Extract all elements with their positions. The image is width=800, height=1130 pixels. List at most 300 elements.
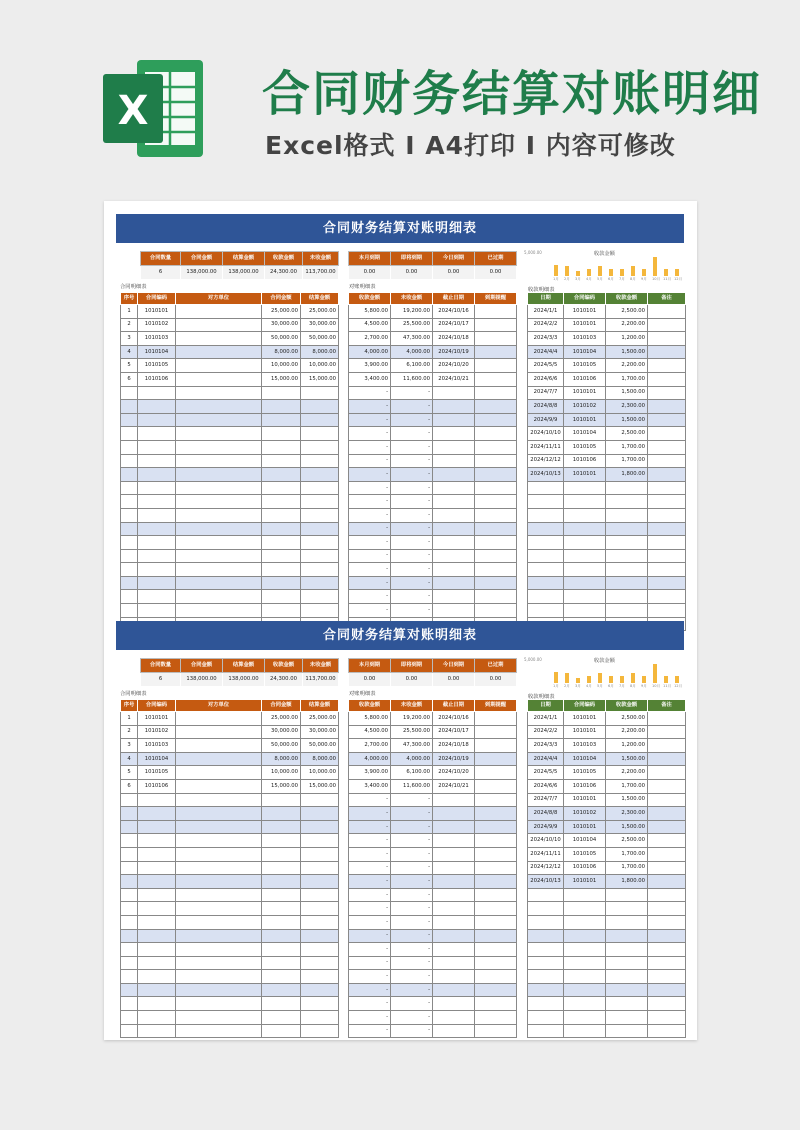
table-cell[interactable] [648, 359, 686, 373]
table-cell[interactable]: 2024/1/1 [528, 305, 564, 319]
table-cell[interactable] [262, 902, 301, 916]
table-cell[interactable] [648, 779, 686, 793]
table-cell[interactable] [138, 440, 176, 454]
table-cell[interactable] [475, 875, 517, 889]
table-cell[interactable]: 2,700.00 [349, 739, 391, 753]
table-cell[interactable] [528, 495, 564, 509]
table-cell[interactable]: 10,000.00 [301, 359, 339, 373]
table-cell[interactable]: 2024/7/7 [528, 386, 564, 400]
table-cell[interactable]: - [349, 536, 391, 550]
table-cell[interactable] [475, 915, 517, 929]
table-cell[interactable] [176, 372, 262, 386]
table-cell[interactable] [262, 861, 301, 875]
table-cell[interactable] [564, 522, 606, 536]
table-cell[interactable]: 3 [121, 739, 138, 753]
table-cell[interactable] [262, 563, 301, 577]
table-cell[interactable] [648, 983, 686, 997]
table-cell[interactable] [475, 400, 517, 414]
table-cell[interactable] [433, 604, 475, 618]
table-cell[interactable] [648, 739, 686, 753]
table-cell[interactable] [301, 522, 339, 536]
table-cell[interactable] [176, 793, 262, 807]
table-cell[interactable] [121, 522, 138, 536]
table-cell[interactable] [475, 861, 517, 875]
table-cell[interactable] [138, 956, 176, 970]
table-cell[interactable] [648, 752, 686, 766]
table-cell[interactable] [648, 604, 686, 618]
table-cell[interactable]: - [349, 454, 391, 468]
table-cell[interactable] [176, 820, 262, 834]
table-cell[interactable] [475, 468, 517, 482]
table-cell[interactable] [138, 508, 176, 522]
table-cell[interactable]: 2024/9/9 [528, 413, 564, 427]
table-cell[interactable] [648, 413, 686, 427]
table-cell[interactable] [475, 779, 517, 793]
table-cell[interactable]: 2024/7/7 [528, 793, 564, 807]
table-cell[interactable]: - [349, 820, 391, 834]
table-cell[interactable]: 1,500.00 [606, 345, 648, 359]
table-cell[interactable] [564, 943, 606, 957]
table-cell[interactable] [138, 943, 176, 957]
table-cell[interactable]: 1,700.00 [606, 372, 648, 386]
table-cell[interactable] [564, 997, 606, 1011]
table-cell[interactable]: 2024/3/3 [528, 332, 564, 346]
table-cell[interactable]: 1010103 [564, 739, 606, 753]
table-cell[interactable]: 5,800.00 [349, 305, 391, 319]
table-cell[interactable]: 25,000.00 [262, 305, 301, 319]
table-cell[interactable]: 1010104 [138, 345, 176, 359]
table-cell[interactable] [475, 929, 517, 943]
table-cell[interactable]: 25,500.00 [391, 318, 433, 332]
table-cell[interactable] [121, 847, 138, 861]
table-cell[interactable] [475, 766, 517, 780]
table-cell[interactable] [121, 590, 138, 604]
table-cell[interactable] [176, 318, 262, 332]
table-cell[interactable]: - [349, 847, 391, 861]
table-cell[interactable]: 1,700.00 [606, 847, 648, 861]
table-cell[interactable] [528, 943, 564, 957]
table-cell[interactable] [433, 1011, 475, 1025]
table-cell[interactable] [301, 915, 339, 929]
table-cell[interactable] [176, 956, 262, 970]
table-cell[interactable]: 3,400.00 [349, 372, 391, 386]
table-cell[interactable] [301, 400, 339, 414]
table-cell[interactable]: 2,200.00 [606, 359, 648, 373]
table-cell[interactable] [648, 725, 686, 739]
table-cell[interactable] [528, 508, 564, 522]
table-cell[interactable] [433, 861, 475, 875]
table-cell[interactable] [528, 522, 564, 536]
table-cell[interactable]: 2 [121, 318, 138, 332]
table-cell[interactable] [138, 820, 176, 834]
table-cell[interactable] [176, 752, 262, 766]
table-cell[interactable] [648, 943, 686, 957]
table-cell[interactable]: 30,000.00 [262, 318, 301, 332]
table-cell[interactable]: - [391, 915, 433, 929]
table-cell[interactable]: - [391, 861, 433, 875]
table-cell[interactable]: 2024/10/13 [528, 875, 564, 889]
table-cell[interactable] [262, 549, 301, 563]
table-cell[interactable] [475, 752, 517, 766]
table-cell[interactable]: 1010106 [564, 454, 606, 468]
table-cell[interactable] [648, 766, 686, 780]
table-cell[interactable] [475, 888, 517, 902]
table-cell[interactable]: 1,200.00 [606, 332, 648, 346]
table-cell[interactable] [475, 1024, 517, 1038]
table-cell[interactable] [121, 943, 138, 957]
table-cell[interactable] [176, 481, 262, 495]
table-cell[interactable] [301, 888, 339, 902]
table-cell[interactable] [176, 861, 262, 875]
table-cell[interactable] [301, 481, 339, 495]
table-cell[interactable] [528, 915, 564, 929]
table-cell[interactable] [176, 779, 262, 793]
table-cell[interactable]: 1010101 [564, 468, 606, 482]
table-cell[interactable]: 5 [121, 359, 138, 373]
table-cell[interactable]: 1,700.00 [606, 861, 648, 875]
table-cell[interactable]: - [391, 970, 433, 984]
table-cell[interactable] [176, 970, 262, 984]
table-cell[interactable]: - [391, 522, 433, 536]
table-cell[interactable] [606, 943, 648, 957]
table-cell[interactable] [121, 604, 138, 618]
table-cell[interactable]: 19,200.00 [391, 305, 433, 319]
table-cell[interactable]: 2,500.00 [606, 834, 648, 848]
table-cell[interactable] [475, 359, 517, 373]
table-cell[interactable] [138, 793, 176, 807]
table-cell[interactable] [433, 563, 475, 577]
table-cell[interactable]: 1010104 [564, 752, 606, 766]
table-cell[interactable]: 5,800.00 [349, 712, 391, 726]
table-cell[interactable]: 5 [121, 766, 138, 780]
table-cell[interactable] [138, 997, 176, 1011]
table-cell[interactable]: 2024/10/20 [433, 359, 475, 373]
table-cell[interactable] [433, 522, 475, 536]
table-cell[interactable]: - [349, 793, 391, 807]
table-cell[interactable] [121, 956, 138, 970]
table-cell[interactable]: - [349, 1011, 391, 1025]
table-cell[interactable] [138, 481, 176, 495]
table-cell[interactable]: 4 [121, 752, 138, 766]
table-cell[interactable]: - [349, 1024, 391, 1038]
table-cell[interactable]: 1010105 [138, 766, 176, 780]
table-cell[interactable]: - [391, 888, 433, 902]
table-cell[interactable] [138, 454, 176, 468]
table-cell[interactable] [262, 440, 301, 454]
table-cell[interactable]: 2024/10/16 [433, 712, 475, 726]
table-cell[interactable] [475, 1011, 517, 1025]
table-cell[interactable] [301, 590, 339, 604]
table-cell[interactable]: - [349, 902, 391, 916]
table-cell[interactable]: - [391, 983, 433, 997]
table-cell[interactable]: 8,000.00 [301, 345, 339, 359]
table-cell[interactable] [528, 1011, 564, 1025]
table-cell[interactable] [262, 915, 301, 929]
table-cell[interactable] [648, 915, 686, 929]
table-cell[interactable] [648, 508, 686, 522]
table-cell[interactable] [138, 400, 176, 414]
table-cell[interactable] [606, 508, 648, 522]
table-cell[interactable] [475, 495, 517, 509]
table-cell[interactable] [176, 739, 262, 753]
table-cell[interactable]: 1,500.00 [606, 386, 648, 400]
table-cell[interactable]: 2,500.00 [606, 712, 648, 726]
table-cell[interactable] [433, 440, 475, 454]
table-cell[interactable]: 1010103 [138, 739, 176, 753]
table-cell[interactable] [301, 997, 339, 1011]
table-cell[interactable]: - [391, 847, 433, 861]
table-cell[interactable] [301, 413, 339, 427]
table-cell[interactable]: - [349, 508, 391, 522]
table-cell[interactable] [176, 943, 262, 957]
table-cell[interactable] [475, 943, 517, 957]
table-cell[interactable] [475, 604, 517, 618]
table-cell[interactable] [648, 875, 686, 889]
table-cell[interactable]: - [349, 427, 391, 441]
table-cell[interactable] [262, 508, 301, 522]
table-cell[interactable]: 2024/10/20 [433, 766, 475, 780]
table-cell[interactable] [121, 820, 138, 834]
table-cell[interactable] [648, 372, 686, 386]
table-cell[interactable] [528, 1024, 564, 1038]
table-cell[interactable] [433, 400, 475, 414]
table-cell[interactable] [176, 549, 262, 563]
table-cell[interactable] [648, 888, 686, 902]
table-cell[interactable]: - [349, 386, 391, 400]
table-cell[interactable] [176, 495, 262, 509]
table-cell[interactable]: 1,700.00 [606, 779, 648, 793]
table-cell[interactable]: - [391, 413, 433, 427]
table-cell[interactable] [648, 495, 686, 509]
table-cell[interactable] [301, 427, 339, 441]
table-cell[interactable]: 15,000.00 [301, 372, 339, 386]
table-cell[interactable]: 2024/10/10 [528, 427, 564, 441]
table-cell[interactable] [475, 712, 517, 726]
table-cell[interactable] [176, 359, 262, 373]
table-cell[interactable]: 4 [121, 345, 138, 359]
table-cell[interactable] [528, 888, 564, 902]
table-cell[interactable]: 2024/10/19 [433, 345, 475, 359]
table-cell[interactable] [606, 576, 648, 590]
table-cell[interactable]: 30,000.00 [262, 725, 301, 739]
table-cell[interactable]: 1,500.00 [606, 752, 648, 766]
table-cell[interactable]: 2,300.00 [606, 400, 648, 414]
table-cell[interactable]: - [349, 495, 391, 509]
table-cell[interactable] [262, 888, 301, 902]
table-cell[interactable]: 10,000.00 [262, 766, 301, 780]
table-cell[interactable] [648, 712, 686, 726]
table-cell[interactable]: - [349, 875, 391, 889]
table-cell[interactable] [475, 739, 517, 753]
table-cell[interactable] [433, 481, 475, 495]
table-cell[interactable] [138, 427, 176, 441]
table-cell[interactable] [606, 970, 648, 984]
table-cell[interactable] [564, 888, 606, 902]
table-cell[interactable] [121, 563, 138, 577]
table-cell[interactable] [121, 875, 138, 889]
table-cell[interactable]: 2024/6/6 [528, 779, 564, 793]
table-cell[interactable] [262, 807, 301, 821]
table-cell[interactable]: 15,000.00 [262, 372, 301, 386]
table-cell[interactable]: 1010103 [138, 332, 176, 346]
table-cell[interactable] [301, 576, 339, 590]
table-cell[interactable]: 1,800.00 [606, 875, 648, 889]
table-cell[interactable]: - [349, 604, 391, 618]
table-cell[interactable] [138, 834, 176, 848]
table-cell[interactable]: 2024/1/1 [528, 712, 564, 726]
table-cell[interactable]: - [349, 970, 391, 984]
table-cell[interactable] [176, 1024, 262, 1038]
table-cell[interactable] [176, 427, 262, 441]
table-cell[interactable] [475, 807, 517, 821]
table-cell[interactable]: 2024/2/2 [528, 725, 564, 739]
table-cell[interactable]: - [349, 590, 391, 604]
table-cell[interactable] [564, 563, 606, 577]
table-cell[interactable] [564, 481, 606, 495]
table-cell[interactable]: 2024/10/10 [528, 834, 564, 848]
table-cell[interactable] [301, 983, 339, 997]
table-cell[interactable] [301, 875, 339, 889]
table-cell[interactable]: - [349, 915, 391, 929]
table-cell[interactable] [301, 386, 339, 400]
table-cell[interactable]: 15,000.00 [262, 779, 301, 793]
table-cell[interactable] [648, 386, 686, 400]
table-cell[interactable]: 1010106 [564, 779, 606, 793]
table-cell[interactable]: - [391, 440, 433, 454]
table-cell[interactable] [475, 793, 517, 807]
table-cell[interactable]: - [349, 983, 391, 997]
table-cell[interactable]: 2024/10/19 [433, 752, 475, 766]
table-cell[interactable]: - [391, 997, 433, 1011]
table-cell[interactable]: 2024/11/11 [528, 847, 564, 861]
table-cell[interactable]: - [391, 468, 433, 482]
table-cell[interactable] [121, 481, 138, 495]
table-cell[interactable] [176, 929, 262, 943]
table-cell[interactable] [433, 549, 475, 563]
table-cell[interactable]: - [391, 834, 433, 848]
table-cell[interactable] [648, 590, 686, 604]
table-cell[interactable]: - [391, 902, 433, 916]
table-cell[interactable] [262, 834, 301, 848]
table-cell[interactable] [262, 495, 301, 509]
table-cell[interactable] [121, 508, 138, 522]
table-cell[interactable]: - [391, 576, 433, 590]
table-cell[interactable] [648, 468, 686, 482]
table-cell[interactable]: 1010101 [564, 712, 606, 726]
table-cell[interactable] [648, 305, 686, 319]
table-cell[interactable]: - [391, 400, 433, 414]
table-cell[interactable] [606, 997, 648, 1011]
table-cell[interactable]: 2024/5/5 [528, 766, 564, 780]
table-cell[interactable]: 1010106 [138, 779, 176, 793]
table-cell[interactable]: 2024/10/18 [433, 332, 475, 346]
table-cell[interactable] [433, 943, 475, 957]
table-cell[interactable]: 50,000.00 [301, 332, 339, 346]
table-cell[interactable] [121, 1024, 138, 1038]
table-cell[interactable] [606, 522, 648, 536]
table-cell[interactable] [262, 604, 301, 618]
table-cell[interactable] [262, 943, 301, 957]
table-cell[interactable] [176, 604, 262, 618]
table-cell[interactable]: - [391, 929, 433, 943]
table-cell[interactable]: - [349, 929, 391, 943]
table-cell[interactable] [648, 956, 686, 970]
table-cell[interactable] [564, 590, 606, 604]
table-cell[interactable] [301, 604, 339, 618]
table-cell[interactable]: 2024/4/4 [528, 752, 564, 766]
table-cell[interactable]: 6 [121, 779, 138, 793]
table-cell[interactable]: - [349, 888, 391, 902]
table-cell[interactable] [262, 970, 301, 984]
table-cell[interactable] [606, 902, 648, 916]
table-cell[interactable]: - [349, 997, 391, 1011]
table-cell[interactable]: 4,500.00 [349, 725, 391, 739]
table-cell[interactable]: 50,000.00 [262, 739, 301, 753]
table-cell[interactable] [301, 454, 339, 468]
table-cell[interactable] [564, 1024, 606, 1038]
table-cell[interactable]: 2024/5/5 [528, 359, 564, 373]
table-cell[interactable] [648, 400, 686, 414]
table-cell[interactable] [121, 576, 138, 590]
table-cell[interactable] [564, 929, 606, 943]
table-cell[interactable] [433, 495, 475, 509]
table-cell[interactable]: - [391, 427, 433, 441]
table-cell[interactable] [176, 875, 262, 889]
table-cell[interactable] [648, 427, 686, 441]
table-cell[interactable]: 2024/10/16 [433, 305, 475, 319]
table-cell[interactable]: 2,300.00 [606, 807, 648, 821]
table-cell[interactable] [528, 563, 564, 577]
table-cell[interactable] [301, 1024, 339, 1038]
table-cell[interactable] [138, 847, 176, 861]
table-cell[interactable] [138, 807, 176, 821]
table-cell[interactable] [475, 318, 517, 332]
table-cell[interactable]: - [349, 522, 391, 536]
table-cell[interactable] [176, 386, 262, 400]
table-cell[interactable]: 1010102 [138, 318, 176, 332]
table-cell[interactable] [564, 604, 606, 618]
table-cell[interactable] [121, 970, 138, 984]
table-cell[interactable] [176, 305, 262, 319]
table-cell[interactable] [528, 929, 564, 943]
table-cell[interactable]: 1010106 [564, 372, 606, 386]
table-cell[interactable] [528, 576, 564, 590]
table-cell[interactable]: 1010101 [564, 820, 606, 834]
table-cell[interactable]: 1010101 [138, 712, 176, 726]
table-cell[interactable] [433, 970, 475, 984]
table-cell[interactable] [176, 454, 262, 468]
table-cell[interactable]: 1010101 [564, 386, 606, 400]
table-cell[interactable]: 11,600.00 [391, 779, 433, 793]
table-cell[interactable] [121, 1011, 138, 1025]
table-cell[interactable] [262, 1024, 301, 1038]
table-cell[interactable] [121, 902, 138, 916]
table-cell[interactable] [564, 983, 606, 997]
table-cell[interactable]: 3,900.00 [349, 359, 391, 373]
table-cell[interactable] [606, 915, 648, 929]
table-cell[interactable] [301, 793, 339, 807]
table-cell[interactable] [648, 847, 686, 861]
table-cell[interactable] [475, 834, 517, 848]
table-cell[interactable]: - [391, 604, 433, 618]
table-cell[interactable] [176, 915, 262, 929]
table-cell[interactable]: 2024/10/17 [433, 318, 475, 332]
table-cell[interactable] [176, 902, 262, 916]
table-cell[interactable] [648, 970, 686, 984]
table-cell[interactable] [648, 861, 686, 875]
table-cell[interactable] [648, 1011, 686, 1025]
table-cell[interactable]: 1 [121, 305, 138, 319]
